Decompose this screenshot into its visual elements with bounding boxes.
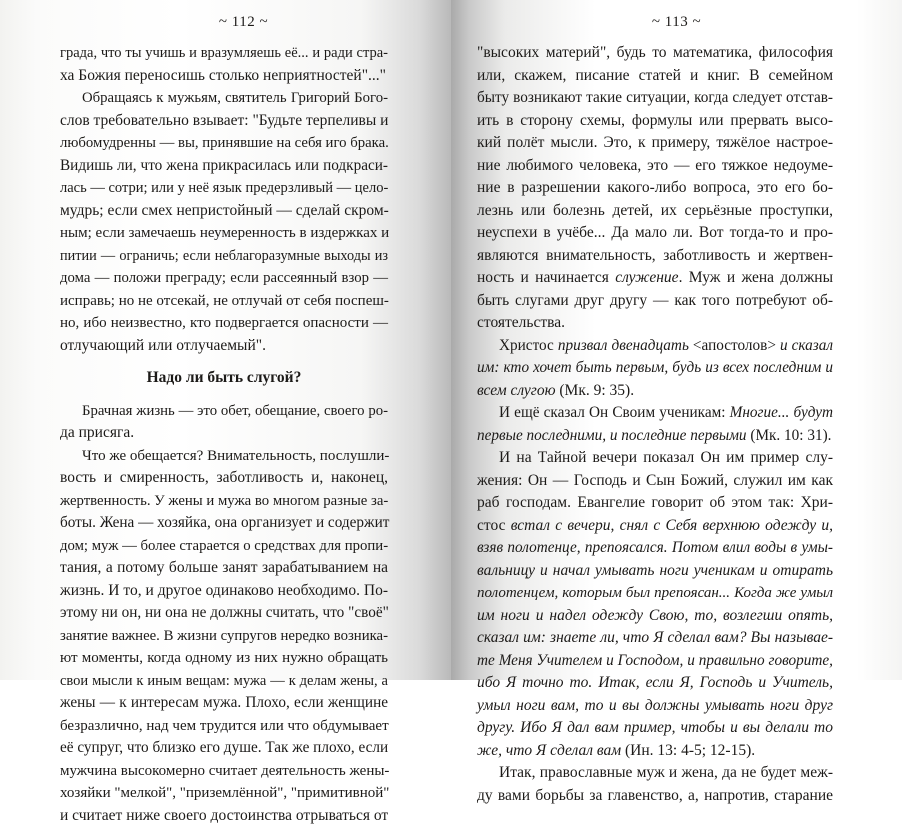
italic-run: же, что Я сделал вам (477, 742, 621, 759)
text-line: ду вами борьбы за главенство, а, напротив, старание (477, 785, 833, 808)
text-line: те Меня Учителем и Господом, и правильно говорите, (477, 650, 833, 673)
text-run: И ещё сказал Он Своим ученикам: (499, 404, 730, 421)
text-line (477, 425, 833, 448)
text-line: жертвенность. У жены и мужа во многом разные за- (60, 490, 388, 513)
text-run: . Муж и жена должны (679, 269, 833, 286)
text-line: мужчина высокомерно считает деятельность жены- (60, 760, 388, 783)
italic-run: всем слугою (477, 382, 556, 399)
text-line: вальницу и начал умывать ноги ученикам и отирать (477, 560, 833, 583)
text-line (477, 380, 833, 403)
text-line: Итак, православные муж и жена, да не будет меж- (477, 762, 833, 785)
text-run: (Ин. 13: 4-5; 12-15). (621, 742, 755, 759)
left-page-text (60, 42, 388, 827)
text-line: жения: Он — Господь и Сын Божий, служил им как (477, 470, 833, 493)
italic-run: и сказал (780, 337, 833, 354)
text-line: или, скажем, писание статей и книг. В семейном (477, 65, 833, 88)
text-line: ным; если замечаешь неумеренность в издержках и (60, 222, 388, 245)
text-line: но, ибо неизвестно, кто подвергается опасности — (60, 312, 388, 335)
text-line: дома — положи преграду; если рассеянный взор — (60, 267, 388, 290)
text-line: жизнь. И то, и другое одинаково необходимо. По- (60, 580, 388, 603)
text-line: занятие важнее. В жизни супругов нередко возника- (60, 625, 388, 648)
right-page (451, 0, 902, 680)
text-line: безразлично, над чем трудится или что обдумывает (60, 715, 388, 738)
text-line: отлучающий или отлучаемый". (60, 335, 388, 358)
text-line: ние в разрешении какого-либо вопроса, это его бо- (477, 177, 833, 200)
text-line: боты. Жена — хозяйка, она организует и содержит (60, 512, 388, 535)
text-line (477, 335, 833, 358)
text-line: питии — ограничь; если неблагоразумные выходы из (60, 245, 388, 268)
text-line: ют моменты, когда одному из них нужно обращать (60, 647, 388, 670)
text-line: "высоких материй", будь то математика, философия (477, 42, 833, 65)
text-line: да присяга. (60, 422, 388, 445)
text-line: Брачная жизнь — это обет, обещание, своего ро- (60, 400, 388, 423)
text-line: им ноги и надел одежду Свою, то, возлегши опять, (477, 605, 833, 628)
italic-run: первые последними, и последние первыми (477, 427, 747, 444)
text-run: (Мк. 10: 31). (747, 427, 832, 444)
italic-run: Многие... будут (730, 404, 833, 421)
text-line (477, 402, 833, 425)
text-line: быть слугами друг другу — как того потребуют об- (477, 290, 833, 313)
text-line: тания, а потому больше занят зарабатыванием на (60, 557, 388, 580)
text-line: жены — к интересам мужа. Плохо, если женщине (60, 692, 388, 715)
text-line: мудрь; если смех непристойный — сделай скром- (60, 200, 388, 223)
text-run: (Мк. 9: 35). (556, 382, 635, 399)
page-number-left: ~ 112 ~ (18, 14, 469, 31)
text-line: неуспехи в учёбе... Да мало ли. Вот тогда-то и про- (477, 222, 833, 245)
right-page-text (477, 42, 833, 807)
text-line: любомудренны — вы, принявшие на себя иго брака. (60, 132, 388, 155)
text-line: Что же обещается? Внимательность, послушли- (60, 445, 388, 468)
text-run: стос (477, 517, 511, 534)
text-line: хозяйки "мелкой", "приземлённой", "примитивной" (60, 782, 388, 805)
text-line: И на Тайной вечери показал Он им пример слу- (477, 447, 833, 470)
text-run: <апостолов> (689, 337, 780, 354)
text-line: свои мысли к иным вещам: мужа — к делам жены, а (60, 670, 388, 693)
text-line: лась — сотри; или у неё язык предерзливый — цело- (60, 177, 388, 200)
text-line: ибо Я точно то. Итак, если Я, Господь и Учитель, (477, 672, 833, 695)
text-line: быту возникают такие ситуации, когда следует отстав- (477, 87, 833, 110)
text-line: кий полёт мысли. Это, к примеру, тяжёлое настрое- (477, 132, 833, 155)
text-line: ха Божия переносишь столько неприятностей"..." (60, 65, 388, 88)
text-line: ние любимого человека, это — его тяжкое недоуме- (477, 155, 833, 178)
text-line: этому ни он, ни она не должны считать, что "своё" (60, 602, 388, 625)
text-line: её супруг, что близко его душе. Так же плохо, если (60, 737, 388, 760)
text-line: вость и смиренность, заботливость и, наконец, (60, 467, 388, 490)
text-line: лезнь или болезнь детей, их серьёзные проступки, (477, 200, 833, 223)
text-line: им: кто хочет быть первым, будь из всех последним и (477, 357, 833, 380)
page-number-right: ~ 113 ~ (451, 14, 902, 31)
italic-run: служение (615, 269, 678, 286)
text-line: и считает ниже своего достоинства отрываться от (60, 805, 388, 827)
left-page (0, 0, 451, 680)
italic-run: призвал двенадцать (558, 337, 689, 354)
text-run: ность и начинается (477, 269, 615, 286)
text-line (477, 267, 833, 290)
text-line: дом; муж — более старается о средствах для пропи- (60, 535, 388, 558)
text-line: исправь; но не отсекай, не отлучай от себя поспеш- (60, 290, 388, 313)
text-line: умыл ноги вам, то и вы должны умывать ноги друг (477, 695, 833, 718)
text-line: являются внимательность, заботливость и жертвен- (477, 245, 833, 268)
text-line: града, что ты учишь и вразумляешь её... и ради стра- (60, 42, 388, 65)
text-line: слов требовательно взывает: "Будьте терпеливы и (60, 110, 388, 133)
text-line: взяв полотенце, препоясался. Потом влил воды в умы- (477, 537, 833, 560)
text-line (477, 515, 833, 538)
italic-run: встал с вечери, снял с Себя верхнюю одежду и, (511, 517, 833, 534)
text-line: Обращаясь к мужьям, святитель Григорий Бого- (60, 87, 388, 110)
text-line: раб господам. Евангелие говорит об этом так: Хри- (477, 492, 833, 515)
text-line: сказал им: знаете ли, что Я сделал вам? Вы называе- (477, 627, 833, 650)
text-line: полотенцем, которым был препоясан... Когда же умыл (477, 582, 833, 605)
text-line (477, 740, 833, 763)
text-line: стоятельства. (477, 312, 833, 335)
text-run: Христос (499, 337, 558, 354)
text-line: ить в сторону схемы, формулы или прервать высо- (477, 110, 833, 133)
section-heading: Надо ли быть слугой? (60, 367, 388, 390)
text-line: другу. Ибо Я дал вам пример, чтобы и вы делали то (477, 717, 833, 740)
text-line: Видишь ли, что жена прикрасилась или подкраси- (60, 155, 388, 178)
